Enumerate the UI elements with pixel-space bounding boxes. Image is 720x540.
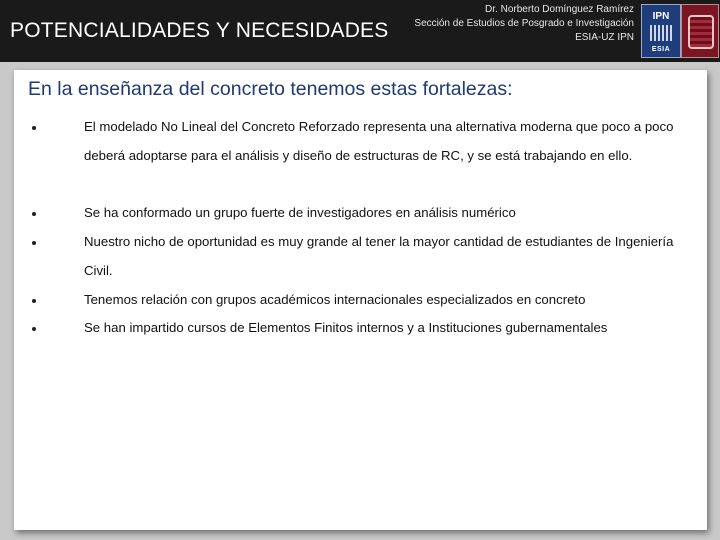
section-heading: En la enseñanza del concreto tenemos estas fortalezas: — [28, 78, 513, 100]
bullet-text: Nuestro nicho de oportunidad es muy grande al tener la mayor cantidad de estudiantes de Ingeniería Civil. — [84, 234, 674, 278]
logo-ipn-text: IPN — [652, 11, 670, 22]
bullet-text: Se ha conformado un grupo fuerte de investigadores en análisis numérico — [84, 205, 516, 220]
bullet-text: Tenemos relación con grupos académicos internacionales especializados en concreto — [84, 292, 586, 307]
header-bar — [0, 0, 720, 62]
logo-esia-text: ESIA — [651, 46, 671, 53]
bullet-dot-icon — [32, 327, 36, 331]
ipn-esia-logo — [641, 4, 681, 58]
bullet-dot-icon — [32, 126, 36, 130]
author-name: Dr. Norberto Domínguez Ramírez — [485, 4, 634, 15]
bullet-text: Se han impartido cursos de Elementos Finitos internos y a Instituciones gubernamentales — [84, 320, 608, 335]
bullet-dot-icon — [32, 299, 36, 303]
page-title: POTENCIALIDADES Y NECESIDADES — [10, 19, 389, 42]
bullet-text: El modelado No Lineal del Concreto Reforzado representa una alternativa moderna que poco a poco deberá adoptarse para el análisis y diseño de estructuras de RC, y se está trabajando en ello. — [84, 119, 674, 163]
author-info — [374, 3, 634, 45]
content-panel — [14, 70, 707, 530]
university-seal-logo — [681, 4, 719, 58]
logo-building-icon — [650, 25, 672, 41]
author-institution: ESIA-UZ IPN — [575, 32, 634, 43]
author-section: Sección de Estudios de Posgrado e Investigación — [414, 18, 634, 29]
seal-emblem-icon — [688, 15, 714, 49]
bullet-dot-icon — [32, 241, 36, 245]
bullet-dot-icon — [32, 212, 36, 216]
